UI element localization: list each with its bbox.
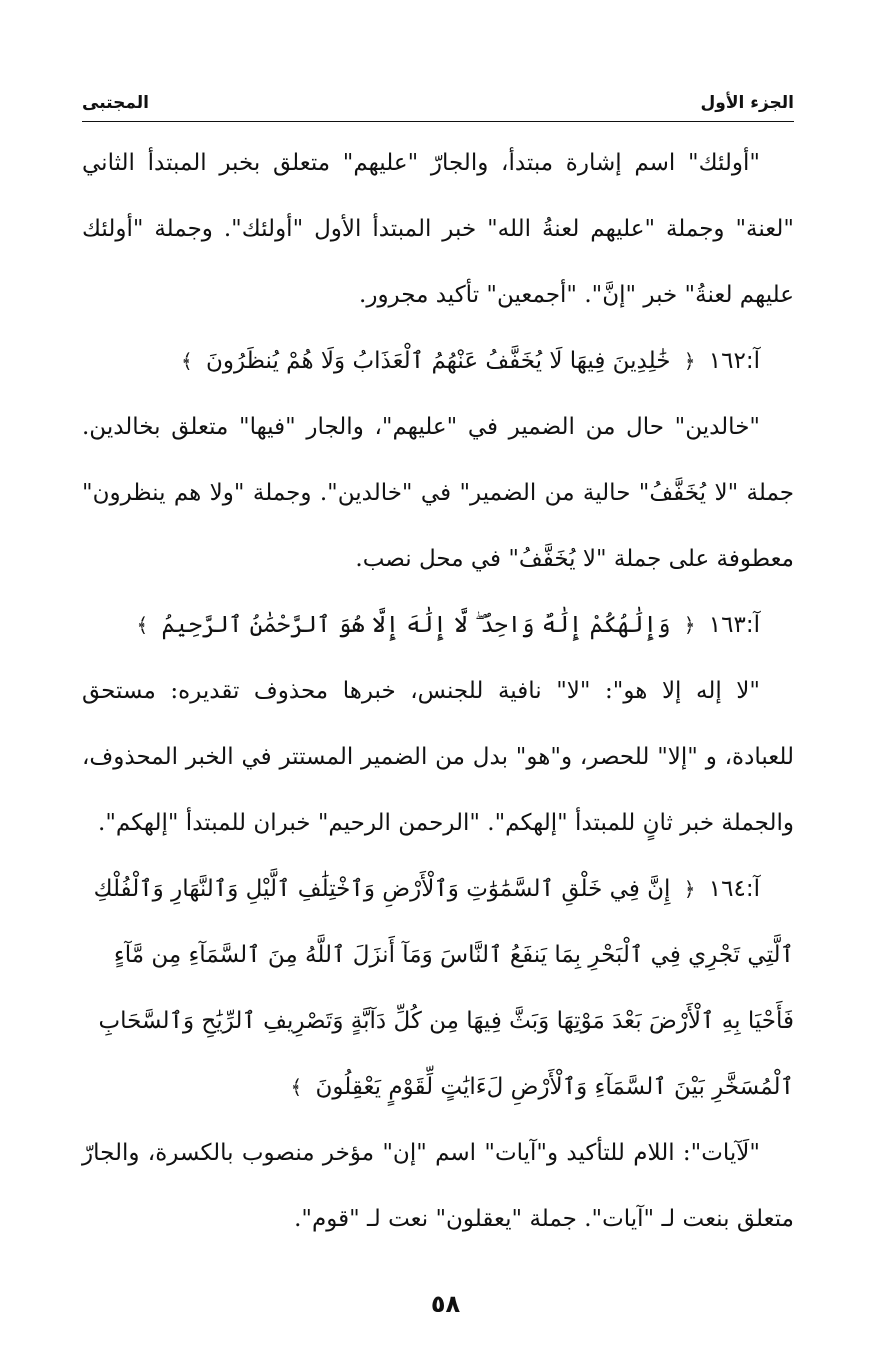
header-book-title: المجتبى bbox=[82, 93, 149, 113]
paragraph-4: "لَآيات": اللام للتأكيد و"آيات" اسم "إن" مؤخر منصوب بالكسرة، والجارّ متعلق بنعت لـ "آيات". جملة "يعقلون" نعت لـ "قوم". bbox=[82, 1140, 794, 1232]
ornament-open: ﴿ bbox=[683, 877, 696, 901]
ornament-open: ﴿ bbox=[683, 349, 696, 373]
header-rule bbox=[82, 121, 794, 122]
verse-text: خَٰلِدِينَ فِيهَا لَا يُخَفَّفُ عَنْهُمُ ٱلْعَذَابُ وَلَا هُمْ يُنظَرُونَ bbox=[205, 348, 671, 374]
verse-text: وَإِلَٰهُكُمْ إِلَٰهٌ وَاحِدٌ ۖ لَّا إِلَٰهَ إِلَّا هُوَ ٱلرَّحْمَٰنُ ٱلرَّحِيمُ bbox=[161, 612, 671, 638]
ornament-close: ﴾ bbox=[290, 1075, 303, 1099]
verse-text: إِنَّ فِي خَلْقِ ٱلسَّمَٰوَٰتِ وَٱلْأَرْضِ وَٱخْتِلَٰفِ ٱلَّيْلِ وَٱلنَّهَارِ وَٱلْفُلْكِ ٱلَّتِي تَجْرِي فِي ٱلْبَحْرِ بِمَا يَنفَعُ ٱلنَّاسَ وَمَآ أَنزَلَ ٱللَّهُ مِنَ ٱلسَّمَآءِ مِن مَّآءٍ فَأَحْيَا بِهِ ٱلْأَرْضَ بَعْدَ مَوْتِهَا وَبَثَّ فِيهَا مِن كُلِّ دَآبَّةٍ وَتَصْرِيفِ ٱلرِّيَٰحِ وَٱلسَّحَابِ ٱلْمُسَخَّرِ بَيْنَ ٱلسَّمَآءِ وَٱلْأَرْضِ لَءَايَٰتٍ لِّقَوْمٍ يَعْقِلُونَ bbox=[93, 876, 794, 1100]
page-number: ٥٨ bbox=[430, 1290, 461, 1318]
ornament-close: ﴾ bbox=[180, 349, 193, 373]
page-body bbox=[82, 130, 794, 1252]
running-header bbox=[82, 88, 794, 118]
verse-ref: آ:١٦٤ bbox=[708, 876, 760, 902]
paragraph-2: "خالدين" حال من الضمير في "عليهم"، والجار "فيها" متعلق بخالدين. جملة "لا يُخَفَّفُ" حالية من الضمير" في "خالدين". وجملة "ولا هم ينظرون" معطوفة على جملة "لا يُخَفَّفُ" في محل نصب. bbox=[82, 414, 794, 572]
verse-163 bbox=[82, 592, 794, 658]
verse-ref: آ:١٦٢ bbox=[708, 348, 760, 374]
ornament-close: ﴾ bbox=[136, 613, 149, 637]
ornament-open: ﴿ bbox=[683, 613, 696, 637]
paragraph-3: "لا إله إلا هو": "لا" نافية للجنس، خبرها محذوف تقديره: مستحق للعبادة، و "إلا" للحصر، و"هو" بدل من الضمير المستتر في الخبر المحذوف، والجملة خبر ثانٍ للمبتدأ "إلهكم". "الرحمن الرحيم" خبران للمبتدأ "إلهكم". bbox=[82, 678, 794, 836]
header-volume: الجزء الأول bbox=[700, 93, 794, 113]
verse-164 bbox=[82, 856, 794, 1120]
verse-ref: آ:١٦٣ bbox=[708, 612, 760, 638]
verse-162 bbox=[82, 328, 794, 394]
paragraph-1: "أولئك" اسم إشارة مبتدأ، والجارّ "عليهم" متعلق بخبر المبتدأ الثاني "لعنة" وجملة "عليهم لعنةُ الله" خبر المبتدأ الأول "أولئك". وجملة "أولئك عليهم لعنةُ" خبر "إنَّ". "أجمعين" تأكيد مجرور. bbox=[82, 150, 794, 308]
